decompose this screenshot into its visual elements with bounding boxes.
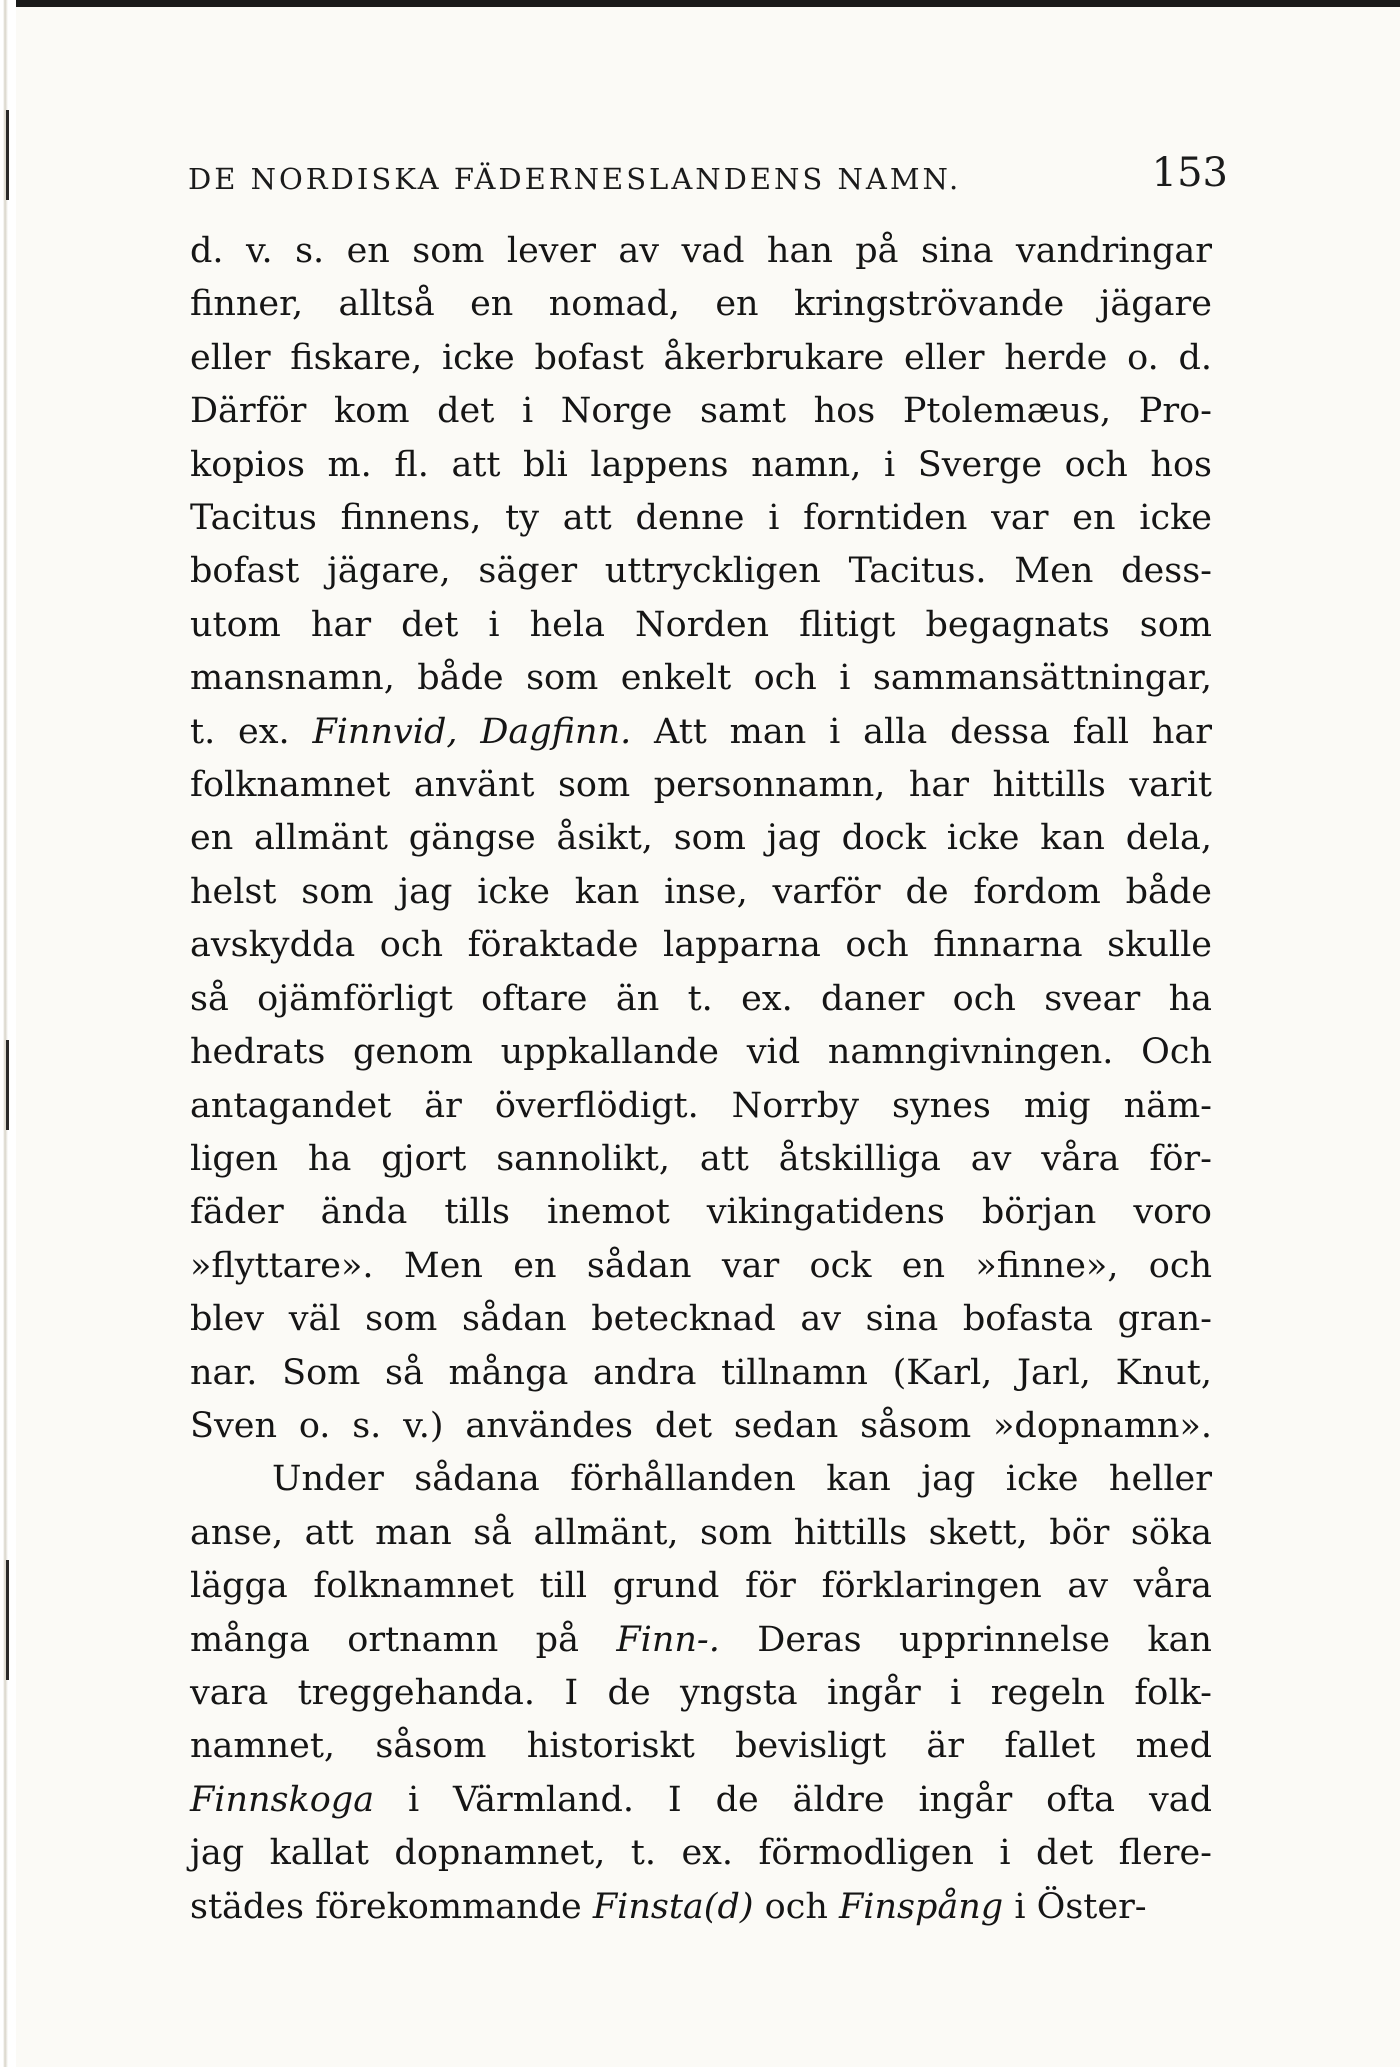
running-head (188, 150, 1228, 200)
italic-name: Finsta(d) (592, 1886, 754, 1927)
text-line: ligen ha gjort sannolikt, att åtskilliga av våra för- (190, 1138, 1212, 1179)
text-line: nar. Som så många andra tillnamn (Karl, Jarl, Knut, (190, 1352, 1212, 1393)
text-line: eller fiskare, icke bofast åkerbrukare eller herde o. d. (190, 337, 1212, 378)
text-line: t. ex. Finnvid, Dagfinn. Att man i alla dessa fall har (190, 711, 1212, 752)
page-left-edge (0, 0, 16, 2067)
text-line: Sven o. s. v.) användes det sedan såsom »dopnamn». (190, 1405, 1212, 1446)
italic-name: Finn-. (616, 1619, 720, 1660)
paragraph-start-line: Under sådana förhållanden kan jag icke heller (272, 1459, 1212, 1500)
text-line: hedrats genom uppkallande vid namngivningen. Och (190, 1032, 1212, 1073)
text-line: antagandet är överflödigt. Norrby synes mig näm- (190, 1085, 1212, 1126)
text-line: många ortnamn på Finn-. Deras upprinnelse kan (190, 1619, 1212, 1660)
text-line: bofast jägare, säger uttryckligen Tacitus. Men dess- (190, 551, 1212, 592)
text-line: utom har det i hela Norden flitigt begagnats som (190, 604, 1212, 645)
italic-name: Finnskoga (190, 1779, 375, 1820)
text-line: blev väl som sådan betecknad av sina bofasta gran- (190, 1299, 1212, 1340)
text-line: städes förekommande Finsta(d) och Finspång i Öster- (190, 1886, 1147, 1927)
text-line: d. v. s. en som lever av vad han på sina vandringar (190, 231, 1212, 271)
italic-name: Finnvid, Dagfinn. (312, 711, 632, 752)
page-number: 153 (1151, 150, 1228, 196)
binding-mark (6, 110, 9, 200)
text-line: fäder ända tills inemot vikingatidens början voro (190, 1192, 1212, 1233)
text-line: Därför kom det i Norge samt hos Ptolemæus, Pro- (190, 391, 1212, 432)
text-line: vara treggehanda. I de yngsta ingår i regeln folk- (190, 1672, 1212, 1713)
text-line: jag kallat dopnamnet, t. ex. förmodligen i det flere- (190, 1833, 1212, 1874)
italic-name: Finspång (839, 1886, 1004, 1927)
text-line: Finnskoga i Värmland. I de äldre ingår ofta vad (190, 1779, 1212, 1820)
body-text (190, 225, 1212, 1934)
text-line: »flyttare». Men en sådan var ock en »finne», och (190, 1245, 1212, 1286)
binding-mark (6, 1560, 9, 1680)
text-line: anse, att man så allmänt, som hittills skett, bör söka (190, 1512, 1212, 1553)
top-edge-rule (0, 0, 1400, 7)
text-line: folknamnet använt som personnamn, har hittills varit (190, 765, 1212, 806)
text-line: namnet, såsom historiskt bevisligt är fallet med (190, 1726, 1212, 1767)
text-line: så ojämförligt oftare än t. ex. daner och svear ha (190, 978, 1212, 1019)
text-line: en allmänt gängse åsikt, som jag dock icke kan dela, (190, 818, 1212, 859)
binding-mark (6, 1040, 9, 1130)
text-line: Tacitus finnens, ty att denne i forntiden var en icke (190, 498, 1212, 539)
text-line: avskydda och föraktade lapparna och finnarna skulle (190, 925, 1212, 966)
text-line: helst som jag icke kan inse, varför de fordom både (190, 871, 1212, 912)
text-line: kopios m. fl. att bli lappens namn, i Sverge och hos (190, 444, 1212, 485)
text-line: finner, alltså en nomad, en kringströvande jägare (190, 284, 1212, 325)
running-title: DE NORDISKA FÄDERNESLANDENS NAMN. (188, 162, 962, 196)
text-line: lägga folknamnet till grund för förklaringen av våra (190, 1566, 1212, 1607)
text-line: mansnamn, både som enkelt och i sammansättningar, (190, 658, 1212, 699)
